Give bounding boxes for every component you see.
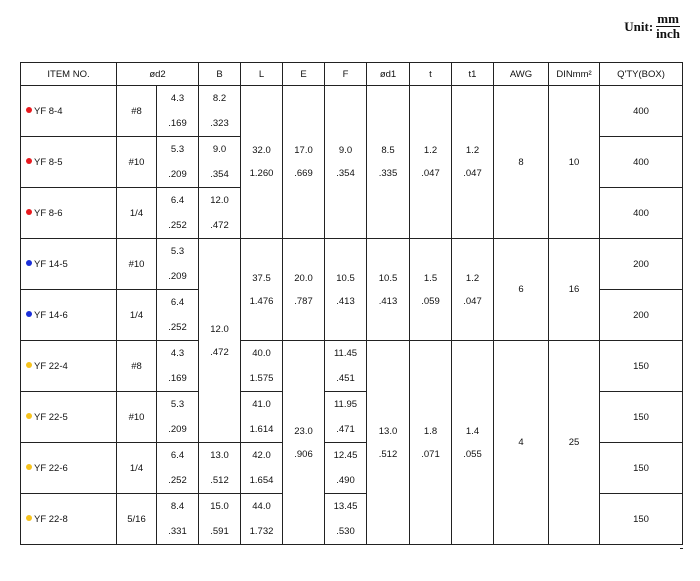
item-no: YF 8-6 — [21, 188, 117, 239]
color-dot — [26, 260, 32, 266]
qty: 400 — [600, 188, 683, 239]
awg-group-yf8: 8 — [494, 86, 549, 239]
din-group-yf22: 25 — [549, 341, 600, 545]
f-group-yf8: 9.0 .354 — [325, 86, 367, 239]
d2-inch: .209 — [157, 162, 199, 188]
d2-mm: 8.4 — [157, 494, 199, 520]
qty: 200 — [600, 290, 683, 341]
color-dot — [26, 158, 32, 164]
b-mm: 12.0 — [199, 188, 241, 214]
d2-size: #10 — [117, 239, 157, 290]
t-group-yf22: 1.8 .071 — [410, 341, 452, 545]
d2-size: 5/16 — [117, 494, 157, 545]
d2-size: #10 — [117, 392, 157, 443]
d2-mm: 4.3 — [157, 341, 199, 367]
t-group-yf8: 1.2 .047 — [410, 86, 452, 239]
f-inch: .471 — [325, 417, 367, 443]
f-inch: .530 — [325, 519, 367, 545]
l-inch: 1.732 — [241, 519, 283, 545]
l-mm: 41.0 — [241, 392, 283, 418]
d2-mm: 5.3 — [157, 137, 199, 163]
d2-inch: .209 — [157, 417, 199, 443]
item-no: YF 14-5 — [21, 239, 117, 290]
color-dot — [26, 464, 32, 470]
header-item-no: ITEM NO. — [21, 63, 117, 86]
qty: 150 — [600, 341, 683, 392]
t1-group-yf8: 1.2 .047 — [452, 86, 494, 239]
l-group-yf14: 37.5 1.476 — [241, 239, 283, 341]
qty: 400 — [600, 137, 683, 188]
item-no: YF 8-4 — [21, 86, 117, 137]
d2-inch: .209 — [157, 264, 199, 290]
din-group-yf8: 10 — [549, 86, 600, 239]
header-t: t — [410, 63, 452, 86]
color-dot — [26, 209, 32, 215]
f-mm: 11.95 — [325, 392, 367, 418]
d2-inch: .252 — [157, 315, 199, 341]
t1-group-yf14: 1.2 .047 — [452, 239, 494, 341]
color-dot — [26, 311, 32, 317]
unit-label: Unit: — [624, 18, 654, 34]
d2-size: #8 — [117, 341, 157, 392]
table-row — [21, 341, 683, 367]
qty: 400 — [600, 86, 683, 137]
b-inch: .323 — [199, 111, 241, 137]
unit-fraction — [656, 12, 680, 41]
b-mm: 9.0 — [199, 137, 241, 163]
header-b: B — [199, 63, 241, 86]
f-mm: 11.45 — [325, 341, 367, 367]
l-inch: 1.614 — [241, 417, 283, 443]
f-mm: 12.45 — [325, 443, 367, 469]
spec-table — [20, 62, 683, 545]
qty: 200 — [600, 239, 683, 290]
t-group-yf14: 1.5 .059 — [410, 239, 452, 341]
header-t1: t1 — [452, 63, 494, 86]
awg-group-yf14: 6 — [494, 239, 549, 341]
d2-mm: 6.4 — [157, 443, 199, 469]
b-inch: .591 — [199, 519, 241, 545]
header-f: F — [325, 63, 367, 86]
header-din: DINmm² — [549, 63, 600, 86]
table-row — [21, 86, 683, 112]
d1-group-yf22: 13.0 .512 — [367, 341, 410, 545]
d1-group-yf14: 10.5 .413 — [367, 239, 410, 341]
b-inch: .354 — [199, 162, 241, 188]
table-end-mark — [680, 548, 683, 549]
awg-group-yf22: 4 — [494, 341, 549, 545]
f-inch: .451 — [325, 366, 367, 392]
d2-mm: 5.3 — [157, 392, 199, 418]
d1-group-yf8: 8.5 .335 — [367, 86, 410, 239]
l-inch: 1.575 — [241, 366, 283, 392]
item-no: YF 22-6 — [21, 443, 117, 494]
l-inch: 1.654 — [241, 468, 283, 494]
header-row — [21, 63, 683, 86]
d2-mm: 4.3 — [157, 86, 199, 112]
color-dot — [26, 362, 32, 368]
header-d2: ød2 — [117, 63, 199, 86]
b-group-yf14-yf22: 12.0 .472 — [199, 239, 241, 443]
l-mm: 44.0 — [241, 494, 283, 520]
d2-size: #8 — [117, 86, 157, 137]
b-mm: 13.0 — [199, 443, 241, 469]
qty: 150 — [600, 494, 683, 545]
header-l: L — [241, 63, 283, 86]
b-inch: .512 — [199, 468, 241, 494]
d2-size: #10 — [117, 137, 157, 188]
d2-inch: .252 — [157, 468, 199, 494]
d2-size: 1/4 — [117, 443, 157, 494]
header-qty: Q'TY(BOX) — [600, 63, 683, 86]
item-no: YF 8-5 — [21, 137, 117, 188]
table-row — [21, 239, 683, 265]
qty: 150 — [600, 443, 683, 494]
e-group-yf8: 17.0 .669 — [283, 86, 325, 239]
d2-mm: 5.3 — [157, 239, 199, 265]
d2-inch: .169 — [157, 366, 199, 392]
b-inch: .472 — [199, 213, 241, 239]
item-no: YF 22-5 — [21, 392, 117, 443]
d2-size: 1/4 — [117, 188, 157, 239]
d2-inch: .331 — [157, 519, 199, 545]
l-group-yf8: 32.0 1.260 — [241, 86, 283, 239]
b-mm: 15.0 — [199, 494, 241, 520]
f-group-yf14: 10.5 .413 — [325, 239, 367, 341]
qty: 150 — [600, 392, 683, 443]
b-mm: 8.2 — [199, 86, 241, 112]
d2-mm: 6.4 — [157, 290, 199, 316]
unit-legend — [624, 12, 680, 41]
e-group-yf22: 23.0 .906 — [283, 341, 325, 545]
din-group-yf14: 16 — [549, 239, 600, 341]
header-e: E — [283, 63, 325, 86]
unit-inch: inch — [656, 26, 680, 41]
color-dot — [26, 515, 32, 521]
f-mm: 13.45 — [325, 494, 367, 520]
t1-group-yf22: 1.4 .055 — [452, 341, 494, 545]
d2-inch: .169 — [157, 111, 199, 137]
f-inch: .490 — [325, 468, 367, 494]
header-awg: AWG — [494, 63, 549, 86]
item-no: YF 22-8 — [21, 494, 117, 545]
item-no: YF 22-4 — [21, 341, 117, 392]
unit-mm: mm — [657, 11, 679, 26]
item-no: YF 14-6 — [21, 290, 117, 341]
d2-mm: 6.4 — [157, 188, 199, 214]
header-d1: ød1 — [367, 63, 410, 86]
color-dot — [26, 107, 32, 113]
l-mm: 42.0 — [241, 443, 283, 469]
e-group-yf14: 20.0 .787 — [283, 239, 325, 341]
l-mm: 40.0 — [241, 341, 283, 367]
d2-inch: .252 — [157, 213, 199, 239]
d2-size: 1/4 — [117, 290, 157, 341]
color-dot — [26, 413, 32, 419]
